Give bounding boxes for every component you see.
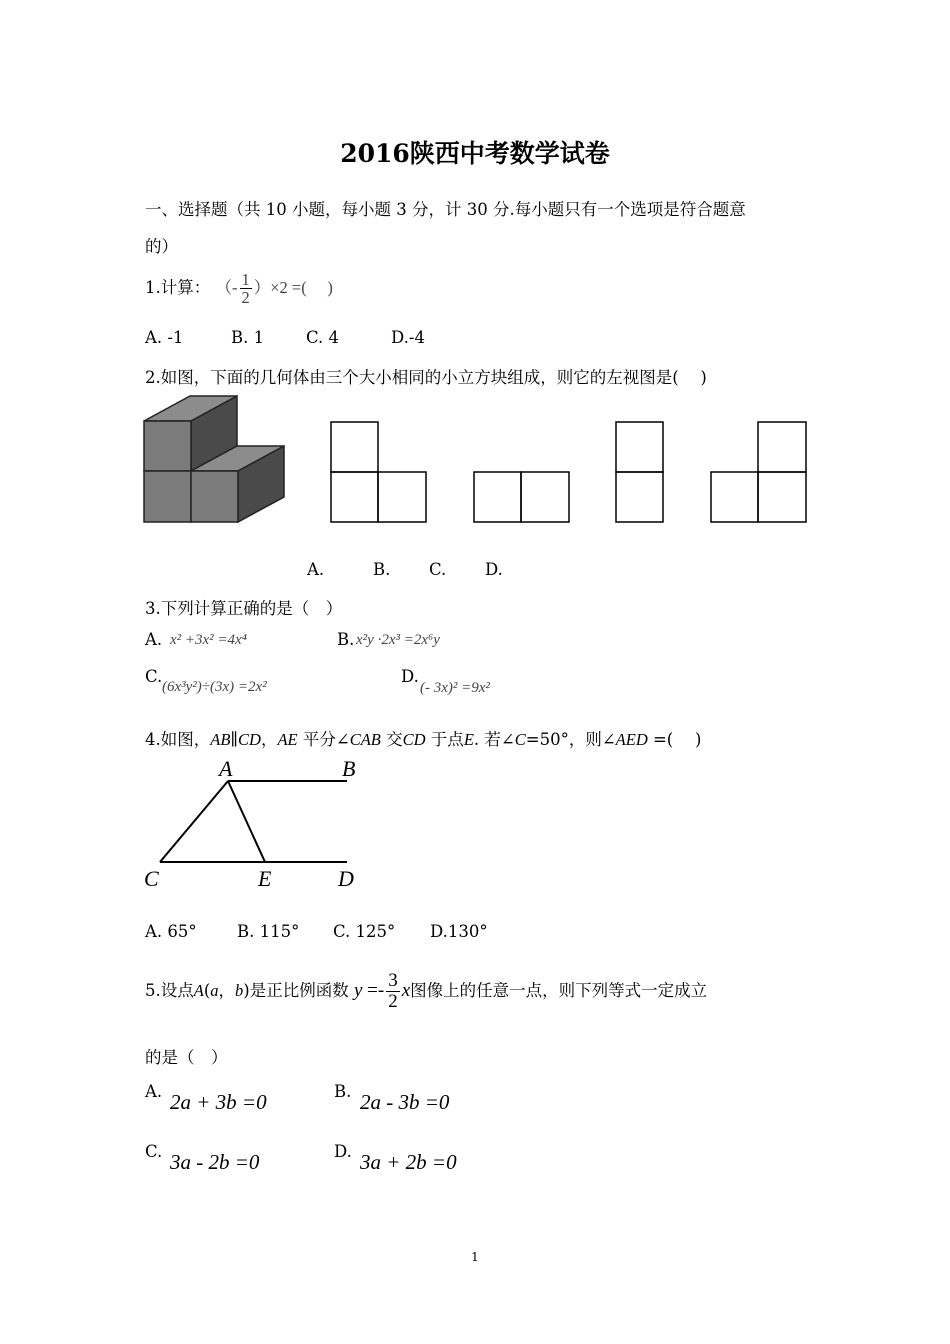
q4-option-b: B. 115° [237,922,300,941]
q4-mid4: 于点 [425,730,464,749]
q3-option-d-expr: (- 3x)² =9x² [420,680,490,696]
q1-prefix: 1.计算： [145,278,211,297]
q5-option-b-expr: 2a - 3b =0 [360,1090,450,1114]
question-5-stem [145,963,707,1019]
q5-open: ( [203,981,211,1000]
q5-option-d-label: D. [334,1142,352,1161]
q3-option-a-expr: x² +3x² =4x⁴ [170,632,247,648]
point-d-label: D [338,866,354,891]
q1-option-c: C. 4 [306,328,340,347]
point-b-label: B [342,756,356,781]
question-3-stem: 3.下列计算正确的是（ ） [145,599,343,618]
point-a-label: A [219,756,233,781]
q4-option-d: D.130° [430,922,488,941]
q5-frac-den: 2 [388,991,398,1012]
q1-option-d: D.-4 [391,328,425,347]
q1-option-b: B. 1 [231,328,265,347]
q4-prefix: 4.如图， [145,730,211,749]
q4-mid2: 平分∠ [297,730,350,749]
q2-option-b: B. [373,560,391,579]
q1-option-a: A. -1 [145,328,184,347]
q5-frac-num: 3 [388,970,398,992]
q2-option-d: D. [485,560,503,579]
q4-aed: AED [615,730,648,749]
q4-end: =( ) [647,730,702,749]
q4-cab: CAB [349,730,381,749]
q4-option-c: C. 125° [333,922,396,941]
point-e-label: E [258,866,272,891]
q4-mid3: 交 [380,730,403,749]
q5-mid: )是正比例函数 [243,981,349,1000]
line-ae [228,781,265,862]
page-title: 2016陕西中考数学试卷 [340,139,610,168]
q5-after: 图像上的任意一点，则下列等式一定成立 [410,981,708,1000]
q5-func-eq: =- [362,980,385,1001]
q5-comma: ， [218,981,236,1000]
q5-stem-line2: 的是（ ） [145,1048,228,1067]
section-heading: 一、选择题（共 10 小题，每小题 3 分，计 30 分.每小题只有一个选项是符合题意 [145,200,746,219]
q5-var-b: b [235,981,244,1000]
q4-parallel: ∥ [230,730,239,749]
q4-mid1: ， [260,730,278,749]
page-number: 1 [471,1250,479,1264]
line-ac [160,781,228,862]
point-c-label: C [144,866,159,891]
q4-e: E [463,730,474,749]
q5-option-a-label: A. [145,1082,163,1101]
q3-option-a-label: A. [145,630,163,649]
q4-option-a: A. 65° [145,922,197,941]
q5-option-c-expr: 3a - 2b =0 [170,1150,260,1174]
q4-ab: AB [210,730,231,749]
question-2-stem: 2.如图，下面的几何体由三个大小相同的小立方块组成，则它的左视图是( ) [145,368,707,387]
q4-c: C [514,730,526,749]
q5-func-x: x [401,980,411,1001]
q5-var-a: a [210,981,219,1000]
q1-open: （- [215,278,238,297]
q2-option-a: A. [307,560,325,579]
q3-option-b-expr: x²y ·2x³ =2x⁶y [356,632,440,648]
q5-fraction [386,971,400,1012]
q1-frac-den: 2 [241,288,250,307]
q2-option-c: C. [429,560,447,579]
q3-option-b-label: B. [337,630,355,649]
q3-option-c-expr: (6x³y²)÷(3x) =2x² [162,679,267,695]
section-heading-cont: 的） [145,237,178,256]
q5-option-c-label: C. [145,1142,163,1161]
q1-rest: ）×2 =( ) [253,278,333,297]
q5-option-d-expr: 3a + 2b =0 [360,1150,457,1174]
q3-option-d-label: D. [401,667,419,686]
q4-ae: AE [277,730,298,749]
q5-point-a: A [193,981,204,1000]
q3-option-c-label: C. [145,667,163,686]
q5-func-y: y [353,980,363,1001]
q4-mid6: =50°，则∠ [525,730,616,749]
q5-option-b-label: B. [334,1082,352,1101]
q4-cd: CD [238,730,261,749]
q4-mid5: . 若∠ [473,730,515,749]
q5-prefix: 5.设点 [145,981,194,1000]
q1-frac-num: 1 [241,269,250,289]
q5-option-a-expr: 2a + 3b =0 [170,1090,267,1114]
q4-cd2: CD [402,730,426,749]
